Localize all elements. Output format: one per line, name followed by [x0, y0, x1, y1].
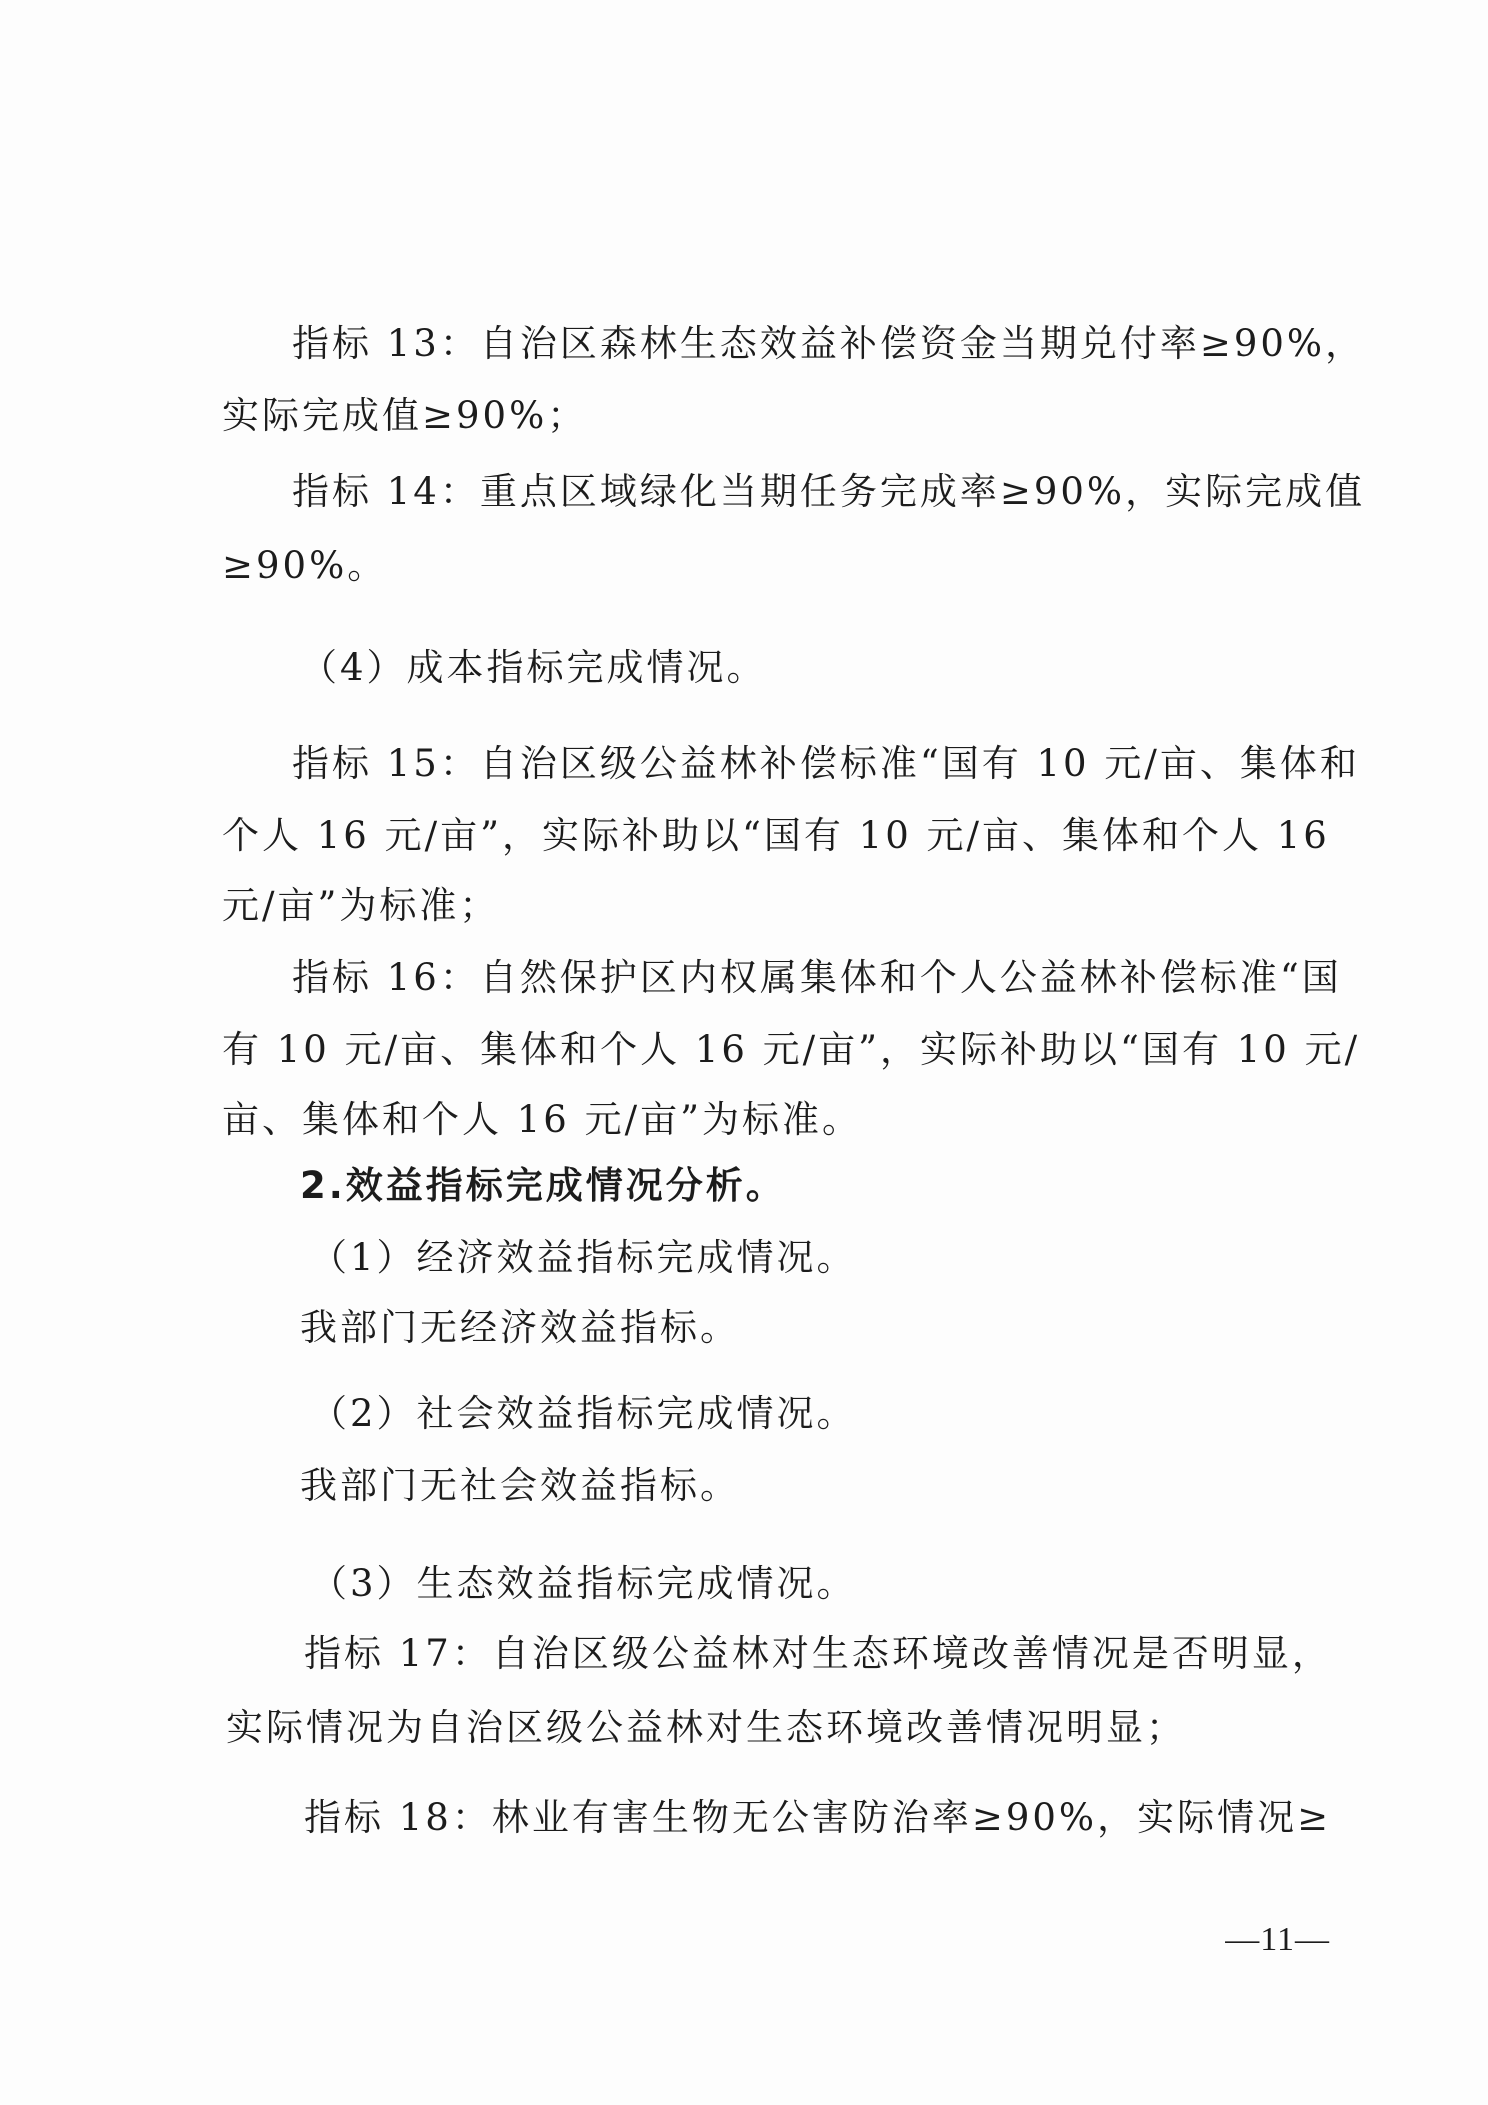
paragraph-indicator-17-line-2: 实际情况为自治区级公益林对生态环境改善情况明显； — [226, 1706, 1186, 1749]
section-economic-benefit-heading: （1）经济效益指标完成情况。 — [310, 1236, 857, 1279]
paragraph-indicator-15-line-1: 指标 15：自治区级公益林补偿标准“国有 10 元/亩、集体和 — [292, 742, 1360, 785]
page-number: —11— — [1225, 1921, 1330, 1958]
paragraph-indicator-13-line-2: 实际完成值≥90%； — [222, 394, 588, 437]
paragraph-indicator-13-line-1: 指标 13：自治区森林生态效益补偿资金当期兑付率≥90%， — [292, 322, 1366, 365]
paragraph-indicator-16-line-3: 亩、集体和个人 16 元/亩”为标准。 — [222, 1098, 862, 1141]
paragraph-indicator-16-line-2: 有 10 元/亩、集体和个人 16 元/亩”，实际补助以“国有 10 元/ — [222, 1028, 1361, 1071]
economic-benefit-statement: 我部门无经济效益指标。 — [300, 1306, 740, 1349]
paragraph-indicator-17-line-1: 指标 17：自治区级公益林对生态环境改善情况是否明显， — [304, 1632, 1332, 1675]
section-ecological-benefit-heading: （3）生态效益指标完成情况。 — [310, 1562, 857, 1605]
social-benefit-statement: 我部门无社会效益指标。 — [300, 1464, 740, 1507]
section-benefit-indicators-heading: 2.效益指标完成情况分析。 — [300, 1164, 786, 1207]
paragraph-indicator-14-line-2: ≥90%。 — [222, 544, 388, 587]
paragraph-indicator-16-line-1: 指标 16：自然保护区内权属集体和个人公益林补偿标准“国 — [292, 956, 1342, 999]
section-cost-indicators-heading: （4）成本指标完成情况。 — [300, 646, 767, 689]
paragraph-indicator-15-line-2: 个人 16 元/亩”，实际补助以“国有 10 元/亩、集体和个人 16 — [222, 814, 1330, 857]
paragraph-indicator-15-line-3: 元/亩”为标准； — [222, 884, 500, 927]
paragraph-indicator-18-line-1: 指标 18：林业有害生物无公害防治率≥90%，实际情况≥ — [304, 1796, 1332, 1839]
paragraph-indicator-14-line-1: 指标 14：重点区域绿化当期任务完成率≥90%，实际完成值 — [292, 470, 1366, 513]
section-social-benefit-heading: （2）社会效益指标完成情况。 — [310, 1392, 857, 1435]
